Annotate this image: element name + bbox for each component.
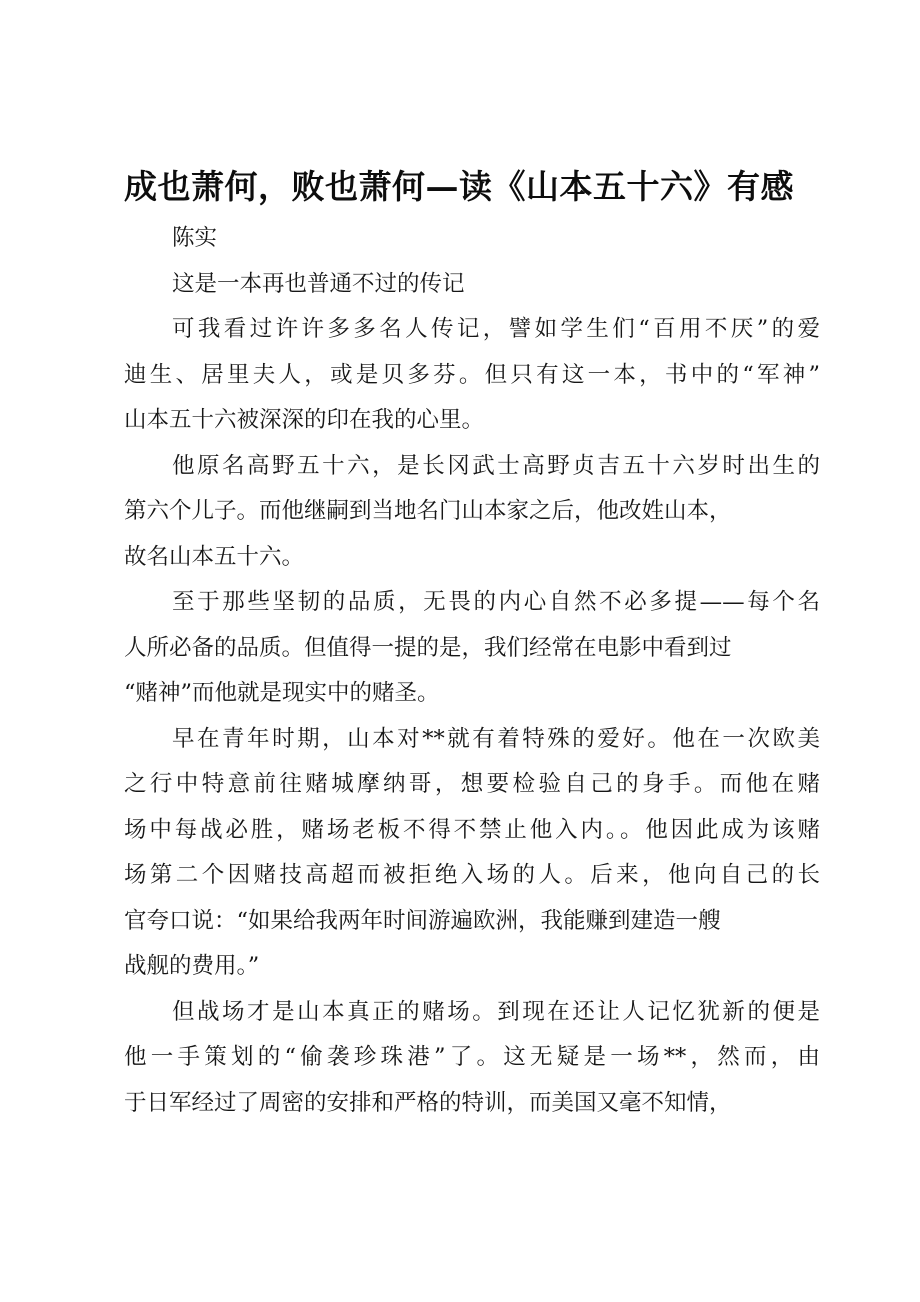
paragraph-line: 人所必备的品质。但值得一提的是，我们经常在电影中看到过: [124, 634, 732, 661]
paragraph-line: 场中每战必胜，赌场老板不得不禁止他入内。。他因此成为该赌: [124, 816, 820, 843]
paragraph-line: 场第二个因赌技高超而被拒绝入场的人。后来，他向自己的长: [124, 862, 820, 888]
document-title: 成也萧何，败也萧何—读《山本五十六》有感: [124, 167, 794, 206]
paragraph-line: 这是一本再也普通不过的传记: [172, 270, 465, 297]
paragraph-line: 但战场才是山本真正的赌场。到现在还让人记忆犹新的便是: [172, 998, 820, 1025]
author-line: 陈实: [172, 225, 218, 251]
paragraph-line: 早在青年时期，山本对**就有着特殊的爱好。他在一次欧美: [172, 725, 820, 752]
document-body: [124, 216, 820, 1126]
paragraph-line: 可我看过许许多多名人传记，譬如学生们“百用不厌”的爱: [172, 316, 820, 342]
paragraph-line: 他原名高野五十六，是长冈武士高野贞吉五十六岁时出生的: [172, 452, 820, 479]
paragraph-line: 山本五十六被深深的印在我的心里。: [124, 407, 485, 433]
paragraph-line: 第六个儿子。而他继嗣到当地名门山本家之后，他改姓山本，: [124, 498, 732, 524]
paragraph-line: 迪生、居里夫人，或是贝多芬。但只有这一本，书中的“军神”: [124, 361, 820, 388]
paragraph-line: 他一手策划的“偷袭珍珠港”了。这无疑是一场**，然而，由: [124, 1044, 820, 1070]
paragraph-line: 故名山本五十六。: [124, 543, 305, 570]
paragraph-line: 至于那些坚韧的品质，无畏的内心自然不必多提——每个名: [172, 589, 820, 615]
paragraph-line: 之行中特意前往赌城摩纳哥，想要检验自己的身手。而他在赌: [124, 771, 820, 797]
paragraph-line: 官夸口说：“如果给我两年时间游遍欧洲，我能赚到建造一艘: [124, 907, 721, 934]
paragraph-line: 战舰的费用。”: [124, 953, 260, 979]
paragraph-line: “赌神”而他就是现实中的赌圣。: [124, 680, 440, 706]
paragraph-line: 于日军经过了周密的安排和严格的特训，而美国又毫不知情，: [124, 1089, 732, 1116]
